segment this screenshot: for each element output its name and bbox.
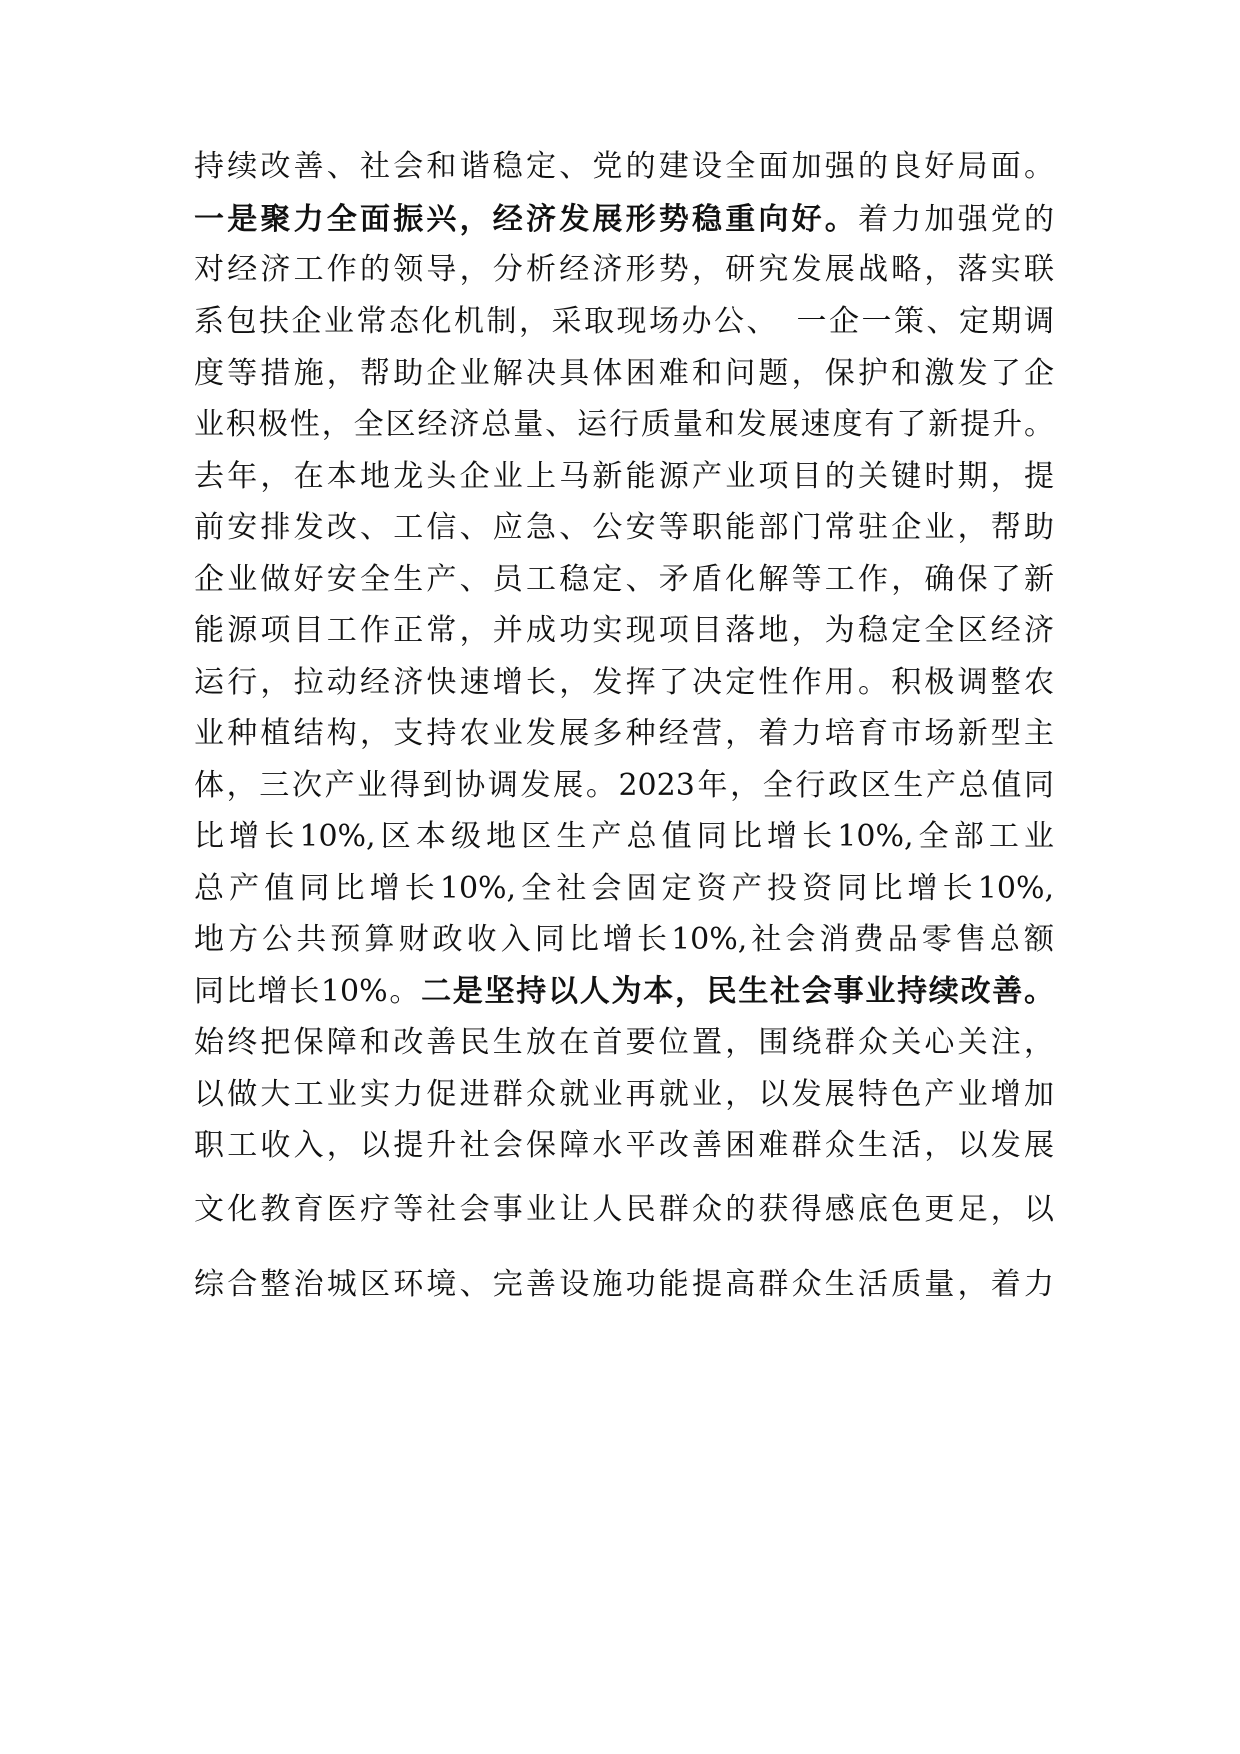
text-line-3: 对经济工作的领导，分析经济形势，研究发展战略，落实联 [194,252,1054,287]
text-line-11: 运行，拉动经济快速增长，发挥了决定性作用。积极调整农 [194,665,1054,700]
text-line-10: 能源项目工作正常，并成功实现项目落地，为稳定全区经济 [194,613,1054,648]
bold-heading-one: 一是聚力全面振兴，经济发展形势稳重向好。 [194,202,858,237]
text-line-12: 业种植结构，支持农业发展多种经营，着力培育市场新型主 [194,716,1054,751]
text-line-13: 体，三次产业得到协调发展。2023年，全行政区生产总值同 [194,768,1054,803]
text-line-16: 地方公共预算财政收入同比增长10%,社会消费品零售总额 [194,922,1054,957]
text-line-14: 比增长10%,区本级地区生产总值同比增长10%,全部工业 [194,819,1054,854]
text-line-5: 度等措施，帮助企业解决具体困难和问题，保护和激发了企 [194,356,1054,391]
text-line-21: 文化教育医疗等社会事业让人民群众的获得感底色更足，以 [194,1192,1054,1227]
text-line-19: 以做大工业实力促进群众就业再就业，以发展特色产业增加 [194,1077,1054,1112]
text-line-2: 一是聚力全面振兴，经济发展形势稳重向好。着力加强党的 [194,202,1054,237]
text-line-20: 职工收入，以提升社会保障水平改善困难群众生活，以发展 [194,1128,1054,1163]
bold-heading-two: 二是坚持以人为本，民生社会事业持续改善。 [421,974,1054,1009]
text-line-15: 总产值同比增长10%,全社会固定资产投资同比增长10%, [194,871,1054,906]
text-line-4: 系包扶企业常态化机制，采取现场办公、 一企一策、定期调 [194,304,1054,339]
text-line-8: 前安排发改、工信、应急、公安等职能部门常驻企业，帮助 [194,510,1054,545]
text-line-17: 同比增长10%。二是坚持以人为本，民生社会事业持续改善。 [194,974,1054,1009]
text-line-9: 企业做好安全生产、员工稳定、矛盾化解等工作，确保了新 [194,562,1054,597]
text-line-22: 综合整治城区环境、完善设施功能提高群众生活质量，着力 [194,1267,1054,1302]
text-line-6: 业积极性，全区经济总量、运行质量和发展速度有了新提升。 [194,407,1054,442]
text-line-18: 始终把保障和改善民生放在首要位置，围绕群众关心关注， [194,1025,1054,1060]
text-line-7: 去年，在本地龙头企业上马新能源产业项目的关键时期，提 [194,459,1054,494]
text-line-1: 持续改善、社会和谐稳定、党的建设全面加强的良好局面。 [194,149,1054,184]
